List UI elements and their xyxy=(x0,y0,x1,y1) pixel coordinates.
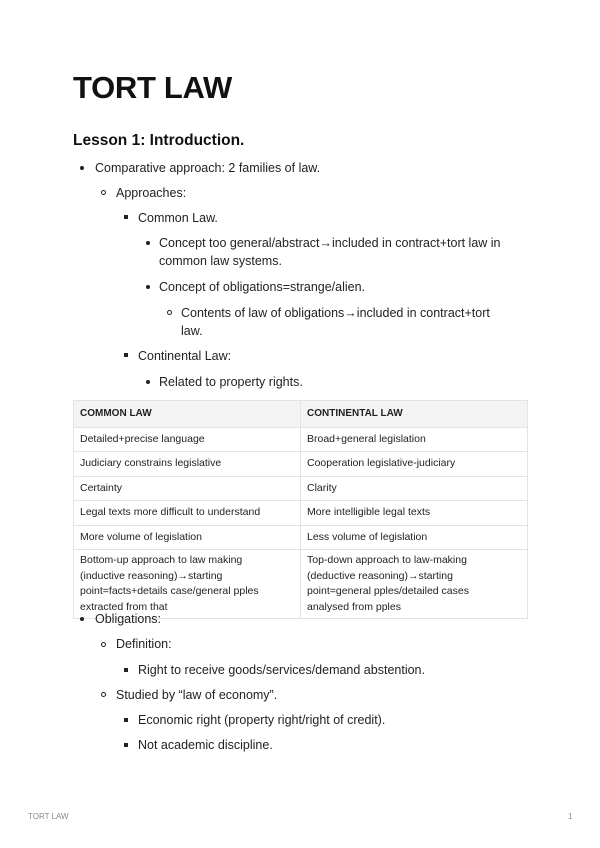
bullet-disc-icon xyxy=(146,380,150,384)
list-item: Obligations: xyxy=(95,612,162,626)
list-item: Continental Law: xyxy=(138,349,232,363)
table-row xyxy=(74,525,528,550)
table-cell-line: point=general pples/detailed cases xyxy=(307,585,469,597)
table-cell: Detailed+precise language xyxy=(74,427,301,452)
list-item-continuation: law. xyxy=(181,324,203,338)
list-item: Comparative approach: 2 families of law. xyxy=(95,161,321,175)
column-header-common-law: COMMON LAW xyxy=(74,401,301,428)
table-cell: Judiciary constrains legislative xyxy=(74,452,301,477)
table-cell: Certainty xyxy=(74,476,301,501)
bullet-disc-icon xyxy=(80,166,84,170)
bullet-square-icon xyxy=(124,215,128,219)
table-cell: More volume of legislation xyxy=(74,525,301,550)
table-cell: Legal texts more difficult to understand xyxy=(74,501,301,526)
bullet-circle-icon xyxy=(101,190,106,195)
table-cell: More intelligible legal texts xyxy=(301,501,528,526)
bullet-disc-icon xyxy=(146,285,150,289)
bullet-square-icon xyxy=(124,353,128,357)
list-item: Concept of obligations=strange/alien. xyxy=(159,280,366,294)
table-cell: Clarity xyxy=(301,476,528,501)
list-item: Related to property rights. xyxy=(159,375,303,389)
bullet-square-icon xyxy=(124,718,128,722)
bullet-disc-icon xyxy=(146,241,150,245)
column-header-continental-law: CONTINENTAL LAW xyxy=(301,401,528,428)
list-item-continuation: common law systems. xyxy=(159,254,282,268)
list-item: Concept too general/abstract→included in contract+tort law in xyxy=(159,236,501,250)
table-cell-line: extracted from that xyxy=(80,600,168,613)
table-cell: Less volume of legislation xyxy=(301,525,528,550)
table-row xyxy=(74,476,528,501)
list-item: Definition: xyxy=(116,637,172,651)
table-cell: Cooperation legislative-judiciary xyxy=(301,452,528,477)
table-row xyxy=(74,501,528,526)
table-cell-line: Top-down approach to law-making xyxy=(307,554,467,566)
table-cell-line: (inductive reasoning)→starting xyxy=(80,569,223,582)
table-cell-line: Bottom-up approach to law making xyxy=(80,554,243,566)
comparison-table xyxy=(73,400,528,619)
table-row xyxy=(74,452,528,477)
lesson-heading: Lesson 1: Introduction. xyxy=(73,132,245,149)
bullet-disc-icon xyxy=(80,617,84,621)
bullet-circle-icon xyxy=(167,310,172,315)
table-cell: Broad+general legislation xyxy=(301,427,528,452)
table-row xyxy=(74,550,528,619)
table-row xyxy=(74,427,528,452)
list-item: Studied by “law of economy”. xyxy=(116,688,278,702)
footer-title: TORT LAW xyxy=(28,812,69,821)
bullet-circle-icon xyxy=(101,692,106,697)
table-cell xyxy=(301,550,528,619)
table-header-row xyxy=(74,401,528,428)
bullet-square-icon xyxy=(124,668,128,672)
document-title: TORT LAW xyxy=(73,70,232,105)
list-item: Right to receive goods/services/demand abstention. xyxy=(138,663,425,677)
list-item: Approaches: xyxy=(116,186,187,200)
list-item: Economic right (property right/right of credit). xyxy=(138,713,386,727)
list-item: Contents of law of obligations→included in contract+tort xyxy=(181,306,490,320)
table-cell xyxy=(74,550,301,619)
bullet-square-icon xyxy=(124,743,128,747)
table-cell-line: (deductive reasoning)→starting xyxy=(307,569,453,582)
table-cell-line: point=facts+details case/general pples xyxy=(80,585,259,597)
table-cell-line: analysed from pples xyxy=(307,600,401,613)
list-item: Not academic discipline. xyxy=(138,738,273,752)
page-number: 1 xyxy=(568,812,573,821)
bullet-circle-icon xyxy=(101,642,106,647)
list-item: Common Law. xyxy=(138,211,218,225)
